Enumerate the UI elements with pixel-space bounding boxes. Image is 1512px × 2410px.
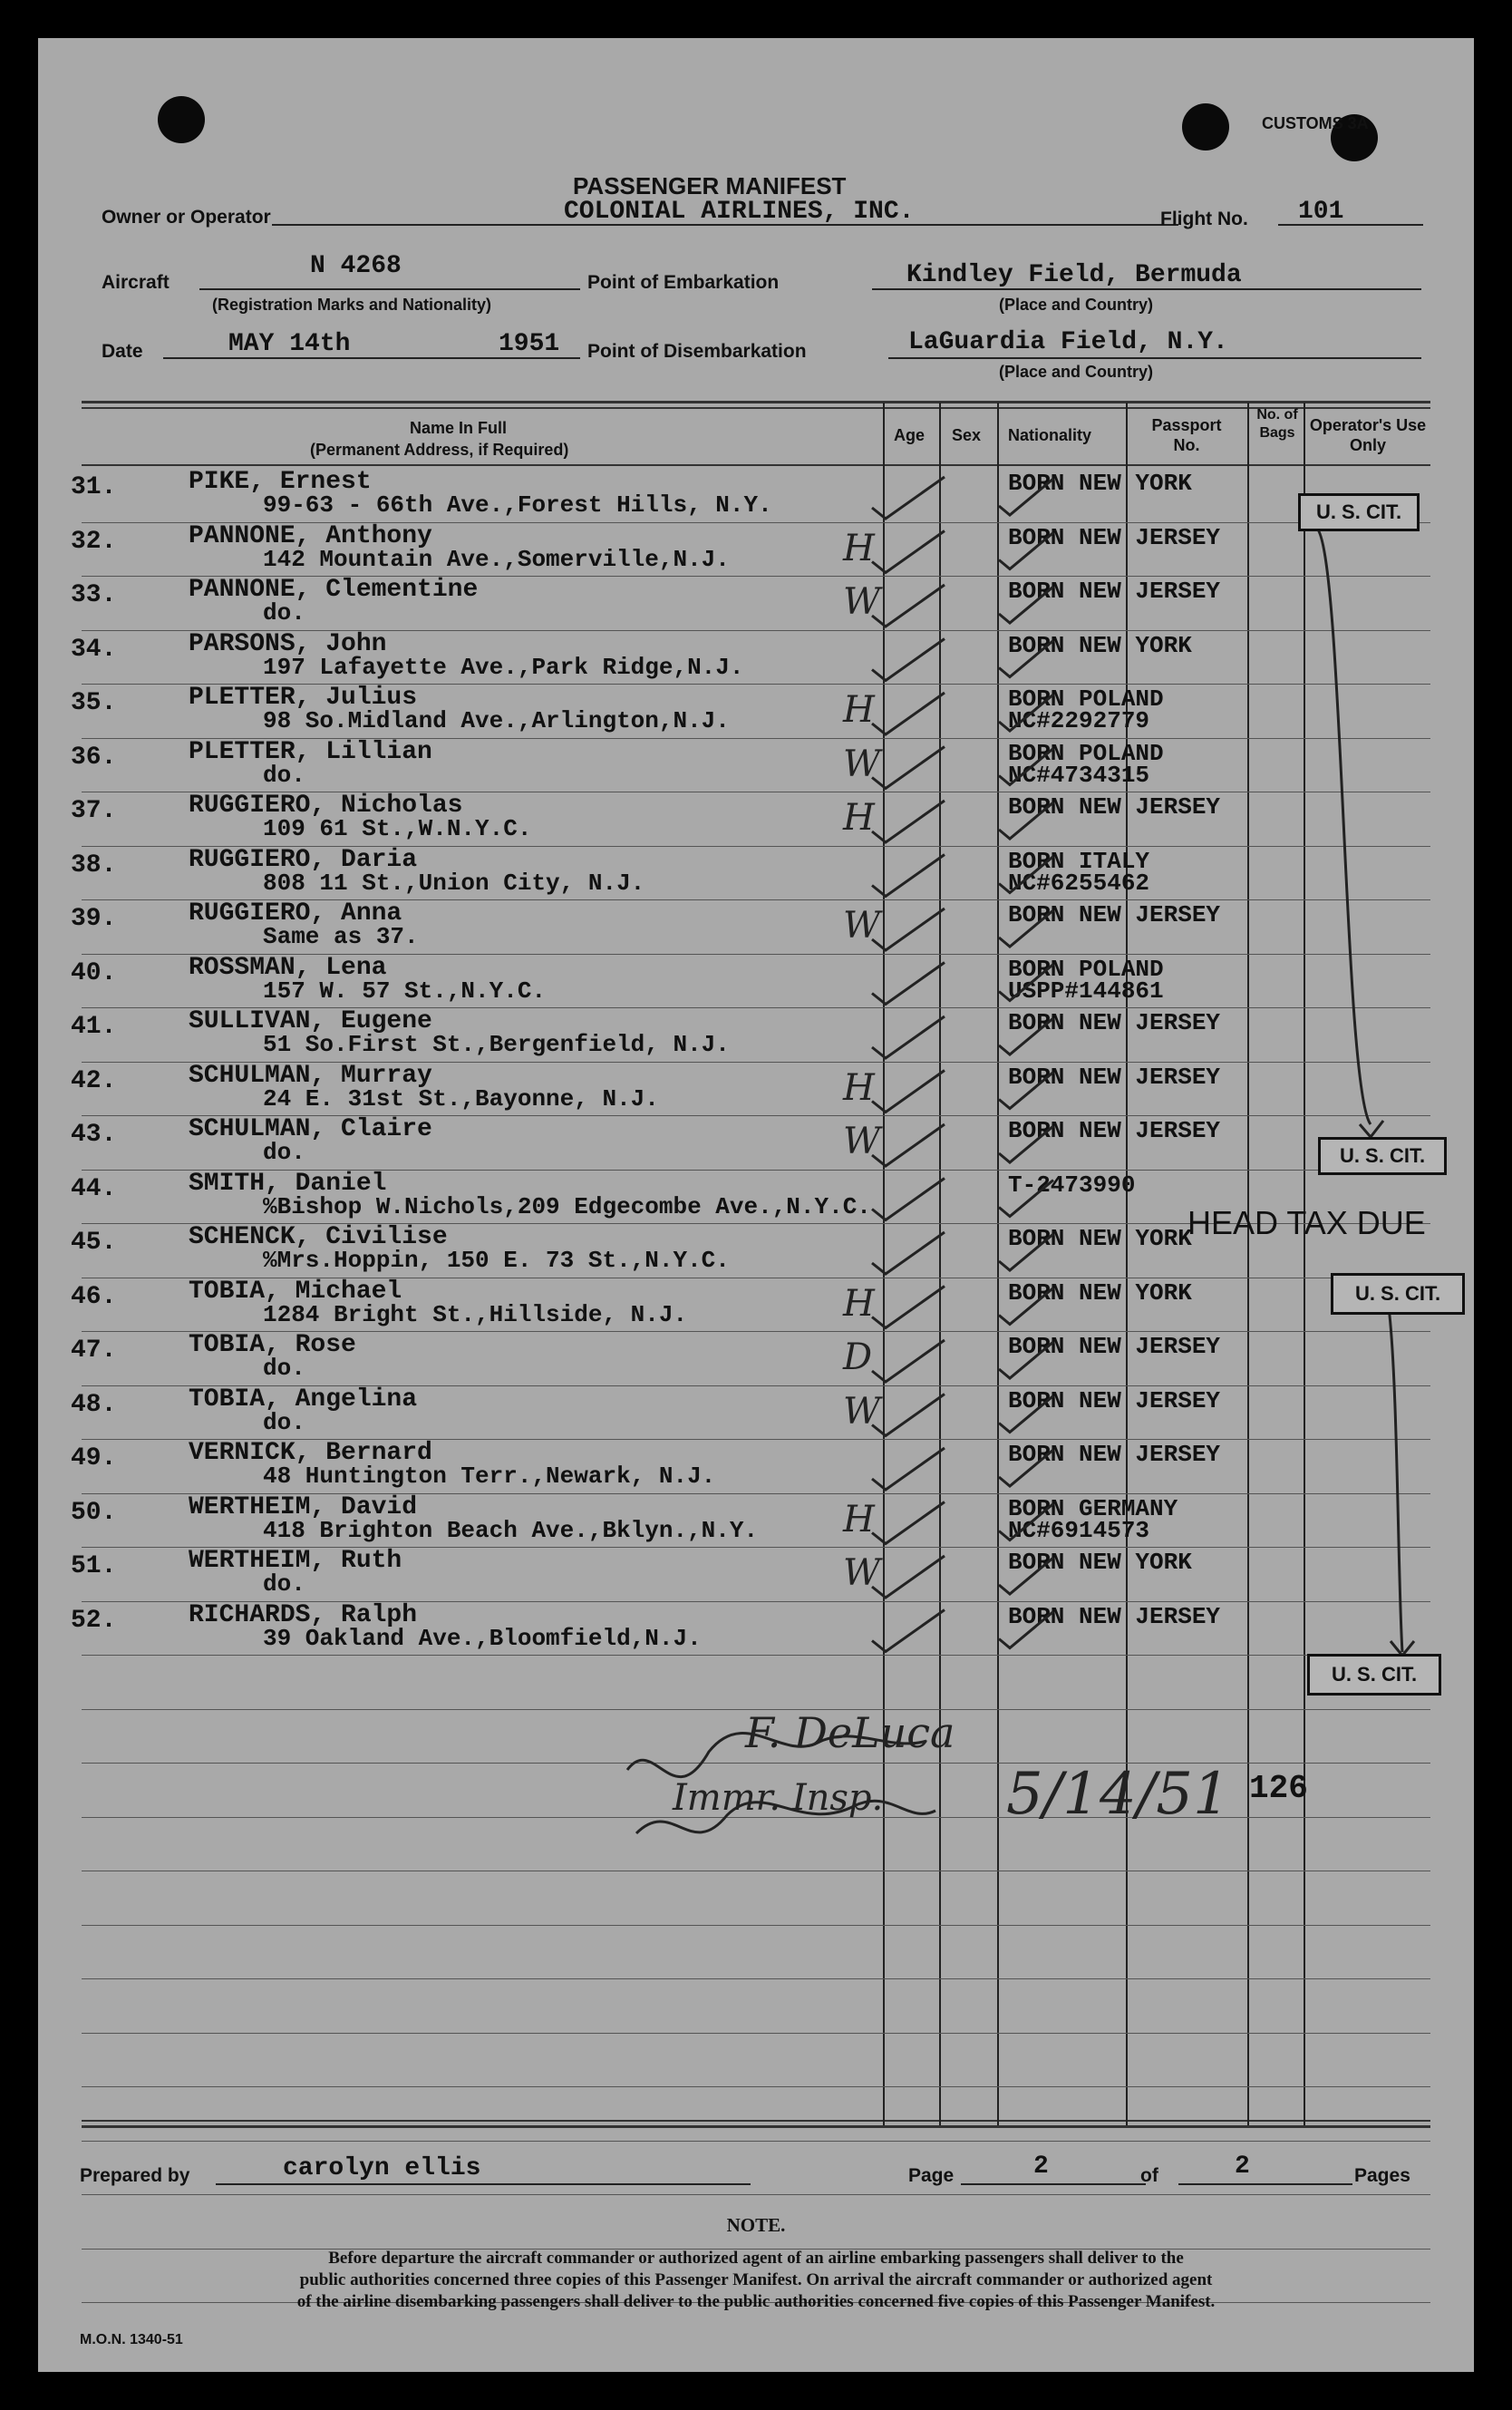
check-mark — [872, 585, 945, 627]
check-mark — [999, 1181, 1053, 1217]
passenger-address: 99-63 - 66th Ave.,Forest Hills, N.Y. — [263, 491, 772, 519]
passenger-name: SCHULMAN, Murray — [189, 1062, 432, 1090]
nationality: BORN NEW YORK — [1008, 470, 1192, 497]
nationality: BORN NEW JERSEY — [1008, 524, 1221, 551]
passenger-address: 109 61 St.,W.N.Y.C. — [263, 815, 532, 842]
passenger-name: SCHULMAN, Claire — [189, 1115, 432, 1143]
sex-mark: W — [843, 905, 881, 947]
check-mark — [872, 639, 945, 681]
check-mark — [872, 477, 945, 519]
check-mark — [999, 479, 1053, 515]
form-number: M.O.N. 1340-51 — [80, 2332, 183, 2347]
check-mark — [872, 909, 945, 950]
row-number: 32. — [71, 528, 117, 556]
embark-label: Point of Embarkation — [587, 272, 780, 293]
passenger-address: 51 So.First St.,Bergenfield, N.J. — [263, 1031, 730, 1058]
nationality: BORN NEW JERSEY — [1008, 1064, 1221, 1091]
check-mark — [872, 1394, 945, 1436]
col-nationality: Nationality — [1008, 426, 1092, 444]
passenger-name: PLETTER, Lillian — [189, 738, 432, 766]
passenger-name: VERNICK, Bernard — [189, 1439, 432, 1467]
passenger-address: 39 Oakland Ave.,Bloomfield,N.J. — [263, 1625, 702, 1652]
row-number: 37. — [71, 797, 117, 825]
check-mark — [999, 641, 1053, 677]
passenger-address: Same as 37. — [263, 923, 419, 950]
row-number: 52. — [71, 1607, 117, 1635]
passenger-name: PIKE, Ernest — [189, 468, 372, 496]
embark-sub: (Place and Country) — [999, 296, 1154, 314]
owner-label: Owner or Operator — [102, 207, 271, 228]
aircraft-label: Aircraft — [102, 272, 170, 293]
passenger-address: do. — [263, 1570, 305, 1598]
check-mark — [872, 855, 945, 897]
row-number: 46. — [71, 1283, 117, 1311]
col-sex: Sex — [952, 426, 982, 444]
col-passport: Passport No. — [1151, 416, 1222, 454]
row-number: 49. — [71, 1444, 117, 1472]
passenger-name: SMITH, Daniel — [189, 1170, 387, 1198]
sex-mark: H — [843, 1499, 875, 1540]
sex-mark: D — [843, 1336, 873, 1378]
check-mark — [872, 1610, 945, 1652]
passenger-address: do. — [263, 599, 305, 627]
passenger-address: do. — [263, 1139, 305, 1166]
check-mark — [999, 1234, 1053, 1270]
row-number: 43. — [71, 1121, 117, 1149]
prepared-label: Prepared by — [80, 2165, 190, 2186]
signature-title: Immr. Insp. — [673, 1777, 884, 1819]
passenger-name: WERTHEIM, David — [189, 1493, 418, 1521]
passenger-address: 197 Lafayette Ave.,Park Ridge,N.J. — [263, 654, 744, 681]
passenger-name: RUGGIERO, Anna — [189, 899, 402, 928]
check-mark — [999, 1504, 1053, 1540]
check-mark — [999, 910, 1053, 947]
aircraft-sub: (Registration Marks and Nationality) — [212, 296, 492, 314]
check-mark — [999, 965, 1053, 1001]
check-mark — [872, 693, 945, 734]
row-number: 51. — [71, 1552, 117, 1580]
disembark-value: LaGuardia Field, N.Y. — [908, 328, 1228, 356]
row-number: 50. — [71, 1499, 117, 1527]
row-number: 45. — [71, 1229, 117, 1257]
passenger-name: SCHENCK, Civilise — [189, 1223, 448, 1251]
passenger-name: TOBIA, Angelina — [189, 1385, 418, 1414]
passenger-address: 142 Mountain Ave.,Somerville,N.J. — [263, 546, 730, 573]
nationality: BORN NEW JERSEY — [1008, 1333, 1221, 1360]
nationality: BORN POLAND — [1008, 740, 1164, 767]
passport-note: NC#4734315 — [1008, 762, 1150, 789]
passport-note: NC#6914573 — [1008, 1517, 1150, 1544]
row-number: 47. — [71, 1336, 117, 1365]
us-cit-stamp-4: U. S. CIT. — [1307, 1654, 1441, 1696]
passenger-address: 48 Huntington Terr.,Newark, N.J. — [263, 1463, 716, 1490]
nationality: BORN NEW YORK — [1008, 1279, 1192, 1307]
arrow-line-1 — [1316, 528, 1371, 1124]
check-mark — [872, 1016, 945, 1058]
passport-note: NC#2292779 — [1008, 707, 1150, 734]
check-mark — [999, 1288, 1053, 1325]
nationality: BORN NEW JERSEY — [1008, 1117, 1221, 1144]
row-number: 41. — [71, 1013, 117, 1041]
nationality: BORN NEW JERSEY — [1008, 901, 1221, 928]
arrow-head-1 — [1360, 1121, 1383, 1137]
nationality: BORN NEW JERSEY — [1008, 1603, 1221, 1630]
passenger-address: do. — [263, 1409, 305, 1436]
col-operator: Operator's Use Only — [1309, 416, 1427, 454]
form-id: CUSTOMS 3A — [1262, 114, 1369, 132]
passenger-address: 418 Brighton Beach Ave.,Bklyn.,N.Y. — [263, 1517, 759, 1544]
arrow-line-2 — [1389, 1307, 1402, 1652]
note-line-3: of the airline disembarking passengers shall deliver to the public authorities concerned five copies of this Passenger Manifest. — [296, 2292, 1216, 2311]
sex-mark: W — [843, 1121, 881, 1162]
row-number: 38. — [71, 851, 117, 879]
sex-mark: H — [843, 797, 875, 839]
passenger-name: PANNONE, Clementine — [189, 576, 479, 604]
nationality: BORN NEW YORK — [1008, 632, 1192, 659]
check-mark — [999, 749, 1053, 785]
row-number: 31. — [71, 473, 117, 501]
note-line-2: public authorities concerned three copies of this Passenger Manifest. On arrival the aircraft commander or authorized agent — [299, 2270, 1213, 2289]
handwritten-date: 5/14/51 — [1006, 1761, 1230, 1828]
passenger-name: RICHARDS, Ralph — [189, 1601, 418, 1629]
passenger-name: RUGGIERO, Nicholas — [189, 792, 463, 820]
check-mark — [999, 1612, 1053, 1648]
pages-label: Pages — [1354, 2165, 1410, 2186]
page-title: PASSENGER MANIFEST — [573, 172, 847, 199]
check-mark — [999, 695, 1053, 731]
us-cit-stamp-3: U. S. CIT. — [1331, 1273, 1465, 1315]
disembark-label: Point of Disembarkation — [587, 341, 807, 362]
nationality: BORN POLAND — [1008, 956, 1164, 983]
check-mark — [872, 1502, 945, 1544]
passenger-address: 98 So.Midland Ave.,Arlington,N.J. — [263, 707, 730, 734]
check-mark — [999, 533, 1053, 569]
of-value: 2 — [1235, 2152, 1250, 2181]
passenger-address: %Bishop W.Nichols,209 Edgecombe Ave.,N.Y.C. — [263, 1193, 871, 1220]
check-mark — [999, 802, 1053, 839]
check-mark — [999, 1450, 1053, 1486]
check-mark — [999, 1342, 1053, 1378]
check-mark — [872, 1071, 945, 1113]
check-mark — [999, 1126, 1053, 1162]
prepared-value: carolyn ellis — [283, 2154, 481, 2182]
nationality: BORN NEW JERSEY — [1008, 1387, 1221, 1414]
sex-mark: W — [843, 1391, 881, 1433]
passenger-address: 808 11 St.,Union City, N.J. — [263, 870, 645, 897]
sex-mark: W — [843, 1552, 881, 1594]
passport-note: NC#6255462 — [1008, 870, 1150, 897]
embark-value: Kindley Field, Bermuda — [906, 261, 1242, 289]
check-mark — [872, 1179, 945, 1220]
sex-mark: H — [843, 689, 875, 731]
check-mark — [872, 801, 945, 842]
check-mark — [999, 587, 1053, 623]
check-mark — [872, 531, 945, 573]
check-mark — [872, 1124, 945, 1166]
sex-mark: H — [843, 1283, 875, 1325]
of-label: of — [1140, 2165, 1158, 2186]
passenger-address: do. — [263, 1355, 305, 1382]
passenger-name: PARSONS, John — [189, 630, 387, 658]
nationality: BORN NEW JERSEY — [1008, 1441, 1221, 1468]
check-mark — [872, 1340, 945, 1382]
check-mark — [872, 1556, 945, 1598]
row-number: 33. — [71, 581, 117, 609]
row-number: 40. — [71, 959, 117, 987]
page-value: 2 — [1033, 2152, 1049, 2181]
row-number: 35. — [71, 689, 117, 717]
passenger-address: %Mrs.Hoppin, 150 E. 73 St.,N.Y.C. — [263, 1247, 730, 1274]
passenger-address: 1284 Bright St.,Hillside, N.J. — [263, 1301, 688, 1328]
passenger-name: SULLIVAN, Eugene — [189, 1007, 432, 1035]
owner-value: COLONIAL AIRLINES, INC. — [564, 198, 915, 226]
head-tax-stamp: HEAD TAX DUE — [1187, 1204, 1426, 1241]
passenger-count: 126 — [1249, 1770, 1308, 1807]
nationality: BORN NEW JERSEY — [1008, 1009, 1221, 1036]
row-number: 34. — [71, 636, 117, 664]
row-number: 48. — [71, 1391, 117, 1419]
manifest-page — [38, 38, 1474, 2372]
flight-value: 101 — [1298, 198, 1344, 226]
row-number: 36. — [71, 743, 117, 772]
check-mark — [999, 857, 1053, 893]
check-mark — [872, 747, 945, 789]
flight-label: Flight No. — [1160, 209, 1248, 229]
nationality: BORN POLAND — [1008, 685, 1164, 713]
passenger-address: do. — [263, 762, 305, 789]
passenger-name: PLETTER, Julius — [189, 684, 418, 712]
passenger-name: ROSSMAN, Lena — [189, 954, 387, 982]
sex-mark: H — [843, 528, 875, 569]
check-mark — [872, 1287, 945, 1328]
check-mark — [999, 1558, 1053, 1594]
note-line-1: Before departure the aircraft commander or authorized agent of an airline embarking passengers shall deliver to the — [328, 2249, 1184, 2268]
check-mark — [999, 1396, 1053, 1433]
check-mark — [999, 1018, 1053, 1054]
date-label: Date — [102, 341, 143, 362]
sex-mark: W — [843, 743, 881, 785]
aircraft-value: N 4268 — [310, 252, 402, 280]
date-value: MAY 14th — [228, 330, 351, 358]
check-mark — [999, 1073, 1053, 1109]
passenger-address: 24 E. 31st St.,Bayonne, N.J. — [263, 1085, 659, 1113]
check-marks — [872, 477, 1053, 1652]
col-name-sub: (Permanent Address, if Required) — [310, 441, 569, 459]
disembark-sub: (Place and Country) — [999, 363, 1154, 381]
col-name: Name In Full — [410, 419, 508, 437]
nationality: BORN NEW JERSEY — [1008, 793, 1221, 821]
passport-note: USPP#144861 — [1008, 977, 1164, 1005]
nationality: BORN GERMANY — [1008, 1495, 1178, 1522]
nationality: BORN NEW JERSEY — [1008, 578, 1221, 605]
check-mark — [872, 1232, 945, 1274]
col-bags: No. of Bags — [1256, 407, 1298, 441]
check-mark — [872, 1448, 945, 1490]
note-title: NOTE. — [726, 2214, 786, 2236]
nationality: BORN NEW YORK — [1008, 1225, 1192, 1252]
passenger-name: RUGGIERO, Daria — [189, 846, 418, 874]
col-age: Age — [894, 426, 926, 444]
signature: F. DeLuca — [745, 1708, 955, 1757]
sex-mark: W — [843, 581, 881, 623]
us-cit-stamp-1: U. S. CIT. — [1298, 493, 1420, 531]
passenger-name: TOBIA, Rose — [189, 1331, 356, 1359]
nationality: BORN ITALY — [1008, 848, 1150, 875]
passenger-name: TOBIA, Michael — [189, 1278, 402, 1306]
passenger-address: 157 W. 57 St.,N.Y.C. — [263, 977, 547, 1005]
passenger-name: PANNONE, Anthony — [189, 522, 432, 550]
passenger-name: WERTHEIM, Ruth — [189, 1547, 402, 1575]
sex-mark: H — [843, 1067, 875, 1109]
row-number: 44. — [71, 1175, 117, 1203]
year-value: 1951 — [499, 330, 560, 358]
check-mark — [872, 963, 945, 1005]
nationality: BORN NEW YORK — [1008, 1549, 1192, 1576]
nationality: T-2473990 — [1008, 1171, 1136, 1199]
us-cit-stamp-2: U. S. CIT. — [1318, 1137, 1447, 1175]
page-label: Page — [908, 2165, 955, 2186]
row-number: 42. — [71, 1067, 117, 1095]
row-number: 39. — [71, 905, 117, 933]
